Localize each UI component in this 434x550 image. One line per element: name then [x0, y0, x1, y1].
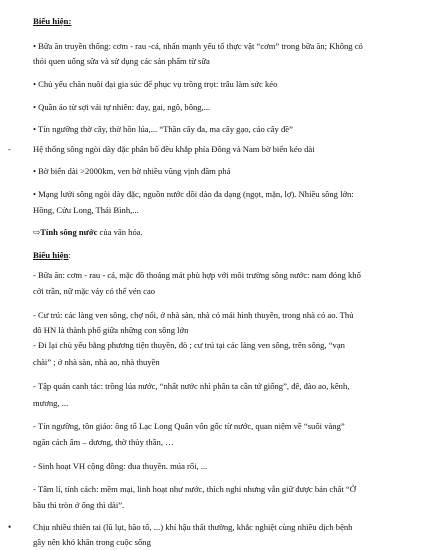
text-line: Chịu nhiều thiên tai (lũ lụt, bão tố, ...) khí hậu thất thường, khắc nghiệt cùng nhiều dịch bệnh [33, 522, 353, 532]
text-line: - Sinh hoạt VH cộng đồng: đua thuyền. múa rối, ... [33, 461, 208, 471]
text-line: - Tập quán canh tác: trồng lúa nước, “nhất nước nhì phân ta cần tứ giống”, đê, đào ao, kênh, [33, 381, 350, 391]
bullet-line: • Tín ngưỡng thờ cây, thờ hồn lúa,... “Thần cây đa, ma cây gạo, cáo cây đề” [33, 124, 293, 134]
bullet-line: • Quần áo từ sợi vải tự nhiên: đay, gai, ngô, bông,... [33, 102, 211, 112]
text-line: mương, ... [33, 398, 69, 408]
bullet-line: • Mạng lưới sông ngòi dày đặc, nguồn nước dồi dào đa dạng (ngọt, mặn, lợ). Nhiều sông lớn: [33, 189, 354, 199]
text-line: - Đi lại chủ yếu bằng phương tiện thuyền, đò ; cư trú tại các làng ven sông, trên sông, “vạn [33, 340, 345, 350]
text-line: chài” ; ở nhà sàn, nhà ao, nhà thuyền [33, 357, 160, 367]
text-line: Hồng, Cửu Long, Thái Bình,... [33, 205, 139, 215]
text-line: - Cư trú: các làng ven sông, chợ nổi, ở nhà sàn, nhà có mái hình thuyền, trong nhà có ao. Thủ [33, 310, 354, 320]
text-line: bầu thì tròn ở ống thì dài”. [33, 500, 125, 510]
section-heading-text: Biểu hiện [33, 250, 69, 260]
text-line: Hệ thống sông ngòi dày đặc phân bố đều khắp phía Đông và Nam bờ biển kéo dài [33, 144, 315, 154]
text-line: - Bữa ăn: cơm - rau - cá, mặc đồ thoáng mát phù hợp với môi trường sông nước: nam đóng khố [33, 270, 361, 280]
bullet-line: • Chủ yếu chăn nuôi đại gia súc để phục vụ trồng trọt: trâu làm sức kéo [33, 79, 278, 89]
bullet-line: • Bữa ăn truyền thống: cơm - rau -cá, nhấn mạnh yếu tố thực vật “cơm” trong bữa ăn; Không có [33, 41, 363, 51]
bullet-icon: • [8, 522, 12, 532]
conclusion-bold: Tính sông nước [40, 227, 98, 237]
text-line: đô HN là thành phố giữa những con sông lớn [33, 325, 189, 335]
bullet-line: • Bờ biển dài >2000km, ven bờ nhiều vũng vịnh đầm phá [33, 166, 231, 176]
conclusion-text: của văn hóa. [97, 227, 143, 237]
text-line: cởi trần, nữ mặc váy có thể vén cao [33, 286, 156, 296]
section-heading: Biểu hiện: [33, 16, 72, 26]
list-dash: - [8, 144, 11, 154]
text-line: gây nên khó khăn trong cuộc sống [33, 537, 151, 547]
text-line: thói quen uống sữa và sử dụng các sản phẩm từ sữa [33, 56, 210, 66]
text-line: - Tín ngưỡng, tôn giáo: ông tổ Lạc Long Quân vốn gốc từ nước, quan niệm về “suối vàng” [33, 421, 345, 431]
section-heading [33, 250, 71, 261]
arrow-icon: ⇨ [33, 227, 41, 237]
text-line: - Tâm lí, tính cách: mềm mại, linh hoạt như nước, thích nghi nhưng vẫn giữ được bản chất “Ở [33, 484, 356, 494]
text-line: ngăn cách âm – dương, thờ thủy thần, … [33, 437, 174, 447]
heading-colon: : [68, 250, 71, 260]
conclusion-line [33, 227, 143, 238]
